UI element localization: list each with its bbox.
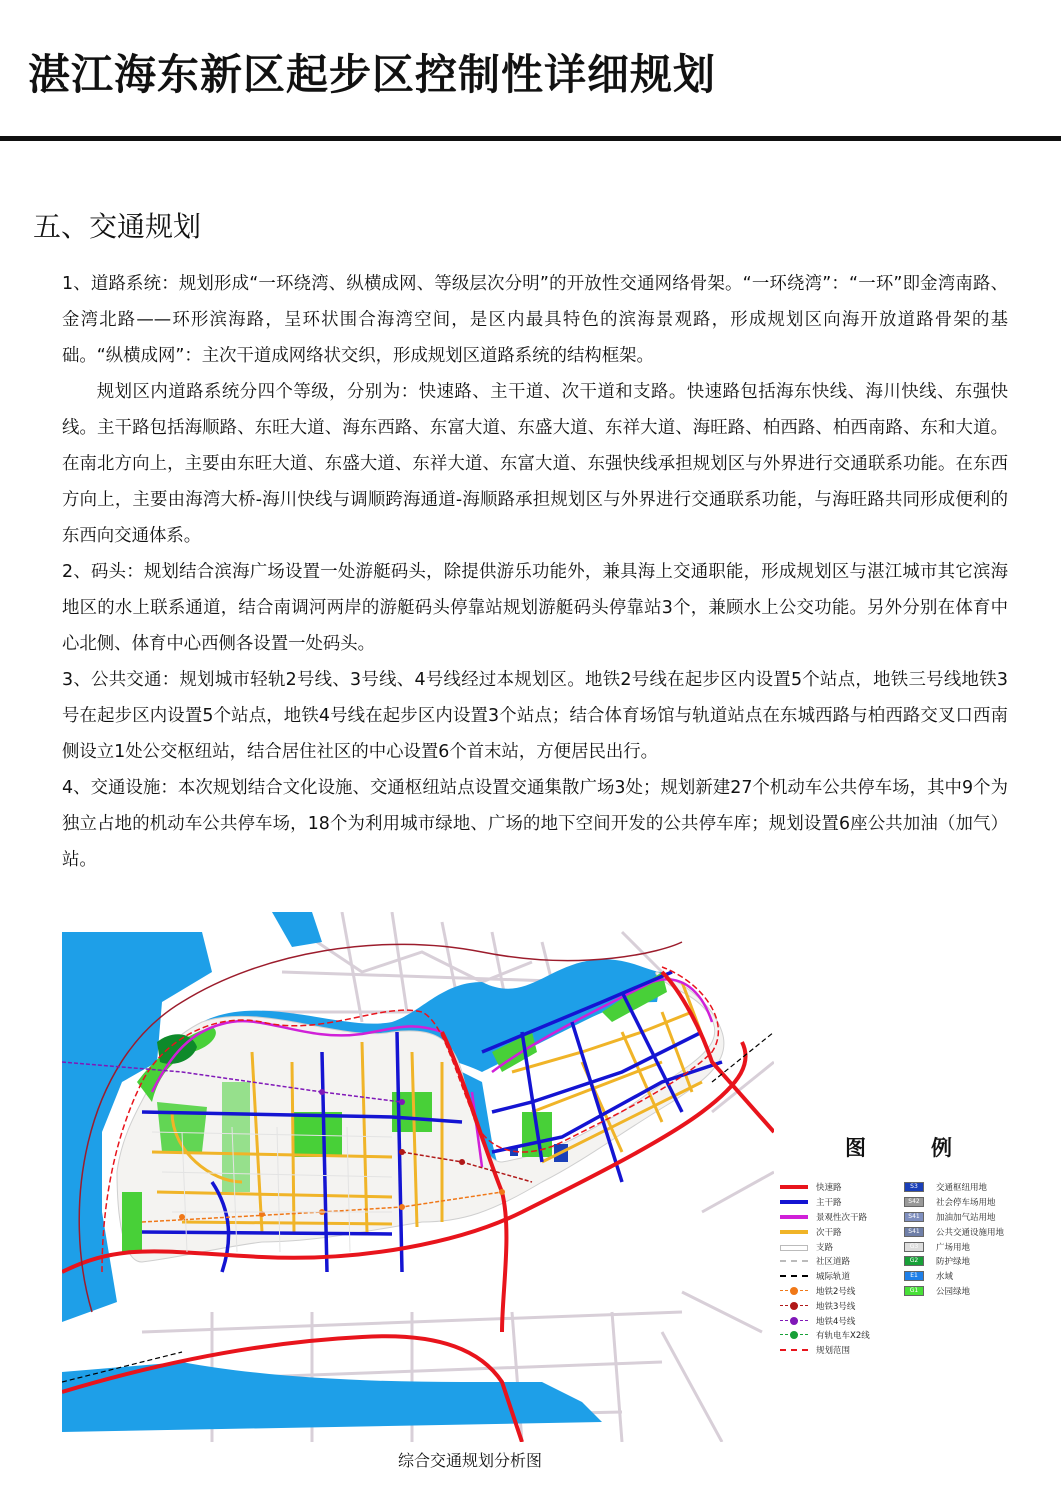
legend-swatch (780, 1242, 808, 1252)
legend-item (780, 1180, 900, 1195)
legend-item (900, 1180, 1040, 1195)
legend-label: 有轨电车X2线 (816, 1331, 870, 1342)
legend-label: 景观性次干路 (816, 1212, 868, 1223)
legend-line-sample (780, 1200, 808, 1204)
legend-swatch (900, 1197, 928, 1207)
legend-swatch (900, 1242, 928, 1252)
section-heading: 五、交通规划 (33, 210, 202, 243)
legend-line-sample (780, 1185, 808, 1189)
map-caption: 综合交通规划分析图 (397, 1451, 542, 1470)
legend-code-box: G2 (904, 1256, 924, 1266)
legend-station-dot (790, 1331, 798, 1339)
legend-line-sample (780, 1230, 808, 1234)
legend-label: 地铁3号线 (816, 1301, 856, 1312)
paragraph-road-system: 1、道路系统：规划形成“一环绕湾、纵横成网、等级层次分明”的开放性交通网络骨架。“一环绕湾”：“一环”即金湾南路、金湾北路——环形滨海路，呈环状围合海湾空间，是区内最具特色的滨海景观路，形成规划区向海开放道路骨架的基础。“纵横成网”：主次干道成网络状交织，形成规划区道路系统的结构框架。 (62, 274, 1008, 366)
legend-line-sample (780, 1245, 808, 1251)
legend-label: 交通枢纽用地 (936, 1183, 988, 1194)
legend-item (780, 1328, 900, 1343)
legend-swatch (900, 1182, 928, 1192)
legend-label: 地铁4号线 (816, 1316, 856, 1327)
legend-item (900, 1210, 1040, 1225)
body-text (62, 266, 1008, 878)
legend-item (780, 1195, 900, 1210)
legend-swatch (780, 1286, 808, 1296)
legend-swatch (780, 1345, 808, 1355)
paragraph-wharf: 2、码头：规划结合滨海广场设置一处游艇码头，除提供游乐功能外，兼具海上交通职能，形成规划区与湛江城市其它滨海地区的水上联系通道，结合南调河两岸的游艇码头停靠站规划游艇码头停靠站3个，兼顾水上公交功能。另外分别在体育中心北侧、体育中心西侧各设置一处码头。 (62, 562, 1008, 654)
legend-item (780, 1239, 900, 1254)
legend-label: 城际轨道 (816, 1272, 851, 1283)
traffic-plan-map (62, 912, 774, 1442)
legend-label: 支路 (816, 1242, 834, 1253)
legend-swatch (900, 1286, 928, 1296)
legend-item (780, 1284, 900, 1299)
legend-label: 防护绿地 (936, 1257, 971, 1268)
document-title: 湛江海东新区起步区控制性详细规划 (28, 50, 717, 99)
paragraph-road-grades: 规划区内道路系统分四个等级，分别为：快速路、主干道、次干道和支路。快速路包括海东快线、海川快线、东强快线。主干路包括海顺路、东旺大道、海东西路、东富大道、东盛大道、东祥大道、海旺路、柏西路、柏西南路、东和大道。在南北方向上，主要由东旺大道、东盛大道、东祥大道、东富大道、东强快线承担规划区与外界进行交通联系功能。在东西方向上，主要由海湾大桥-海川快线与调顺跨海通道-海顺路承担规划区与外界进行交通联系功能，与海旺路共同形成便利的东西向交通体系。 (62, 382, 1008, 546)
legend-item (780, 1210, 900, 1225)
legend-swatch (780, 1182, 808, 1192)
legend-code-box: S42 (904, 1197, 924, 1207)
legend-swatch (780, 1301, 808, 1311)
legend-swatch (900, 1271, 928, 1281)
legend-code-box: G1 (904, 1286, 924, 1296)
legend-swatch (900, 1227, 928, 1237)
legend-label: 规划范围 (816, 1346, 851, 1357)
legend-item (780, 1313, 900, 1328)
legend-label: 水域 (936, 1272, 954, 1283)
legend-swatch (900, 1212, 928, 1222)
legend-label: 社区道路 (816, 1257, 851, 1268)
legend-station-dot (790, 1317, 798, 1325)
legend-landuse-column (900, 1180, 1040, 1298)
legend-item (780, 1224, 900, 1239)
legend-dash-sample (780, 1275, 808, 1277)
legend-swatch (780, 1330, 808, 1340)
legend-line-sample (780, 1215, 808, 1219)
legend-item (900, 1224, 1040, 1239)
legend-label: 公园绿地 (936, 1286, 971, 1297)
legend-label: 快速路 (816, 1183, 842, 1194)
legend-station-dot (790, 1287, 798, 1295)
legend-code-box: S41 (904, 1212, 924, 1222)
legend-swatch (780, 1227, 808, 1237)
legend-swatch (780, 1197, 808, 1207)
legend-swatch (780, 1316, 808, 1326)
legend-code-box: E1 (904, 1271, 924, 1281)
legend-code-box: G3 (904, 1242, 924, 1252)
legend-title: 图 例 (845, 1136, 974, 1160)
legend-label: 主干路 (816, 1198, 842, 1209)
legend-label: 社会停车场用地 (936, 1198, 996, 1209)
legend-item (900, 1284, 1040, 1299)
legend-code-box: S41 (904, 1227, 924, 1237)
legend-item (900, 1269, 1040, 1284)
legend-swatch (780, 1271, 808, 1281)
legend-item (780, 1269, 900, 1284)
legend-label: 加油加气站用地 (936, 1212, 996, 1223)
legend-label: 地铁2号线 (816, 1286, 856, 1297)
legend-item (780, 1298, 900, 1313)
paragraph-transport-facilities: 4、交通设施：本次规划结合文化设施、交通枢纽站点设置交通集散广场3处；规划新建27个机动车公共停车场，其中9个为独立占地的机动车公共停车场，18个为利用城市绿地、广场的地下空间开发的公共停车库；规划设置6座公共加油（加气）站。 (62, 778, 1008, 870)
legend-item (780, 1343, 900, 1358)
paragraph-public-transit: 3、公共交通：规划城市轻轨2号线、3号线、4号线经过本规划区。地铁2号线在起步区内设置5个站点，地铁三号线地铁3号在起步区内设置5个站点，地铁4号线在起步区内设置3个站点；结合体育场馆与轨道站点在东城西路与柏西路交叉口西南侧设立1处公交枢纽站，结合居住社区的中心设置6个首末站，方便居民出行。 (62, 670, 1008, 762)
legend-swatch (900, 1256, 928, 1266)
legend-item (900, 1239, 1040, 1254)
legend-label: 公共交通设施用地 (936, 1227, 1005, 1238)
legend-station-dot (790, 1302, 798, 1310)
legend-swatch (780, 1256, 808, 1266)
legend-item (780, 1254, 900, 1269)
legend-swatch (780, 1212, 808, 1222)
legend-road-column (780, 1180, 900, 1358)
legend-code-box: S3 (904, 1182, 924, 1192)
legend-label: 次干路 (816, 1227, 842, 1238)
legend-label: 广场用地 (936, 1242, 971, 1253)
legend-item (900, 1254, 1040, 1269)
legend-item (900, 1195, 1040, 1210)
legend-dash-sample (780, 1349, 808, 1351)
legend-dash-sample (780, 1260, 808, 1262)
title-divider (0, 136, 1061, 141)
map-legend (780, 1180, 1040, 1360)
